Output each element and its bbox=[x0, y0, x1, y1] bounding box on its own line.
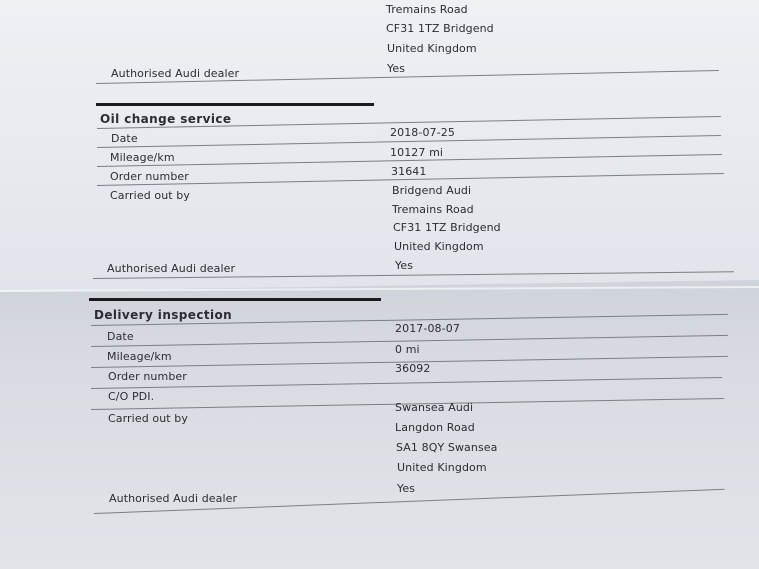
delivery-authorised-value: Yes bbox=[397, 482, 416, 495]
oil-authorised-value: Yes bbox=[395, 259, 414, 272]
oil-dealer-country: United Kingdom bbox=[394, 240, 484, 253]
delivery-date-label: Date bbox=[107, 330, 134, 343]
delivery-pdi-label: C/O PDI. bbox=[108, 390, 155, 403]
prev-authorised-label: Authorised Audi dealer bbox=[111, 67, 240, 80]
oil-order-label: Order number bbox=[110, 170, 189, 183]
prev-authorised-value: Yes bbox=[387, 62, 406, 75]
oil-order-value: 31641 bbox=[391, 165, 427, 178]
oil-date-label: Date bbox=[111, 132, 138, 145]
oil-carried-label: Carried out by bbox=[110, 189, 190, 202]
delivery-carried-label: Carried out by bbox=[108, 412, 188, 425]
delivery-dealer-country: United Kingdom bbox=[397, 461, 487, 474]
oil-dealer-postcode: CF31 1TZ Bridgend bbox=[393, 221, 501, 234]
delivery-dealer-street: Langdon Road bbox=[395, 421, 475, 434]
delivery-mileage-value: 0 mi bbox=[395, 343, 420, 356]
delivery-date-value: 2017-08-07 bbox=[395, 322, 460, 335]
oil-mileage-value: 10127 mi bbox=[390, 146, 444, 159]
delivery-authorised-label: Authorised Audi dealer bbox=[109, 492, 238, 505]
oil-date-value: 2018-07-25 bbox=[390, 126, 455, 139]
prev-address-country: United Kingdom bbox=[387, 42, 477, 55]
delivery-heading-bar bbox=[89, 298, 381, 301]
oil-section-title: Oil change service bbox=[100, 112, 232, 126]
delivery-dealer-postcode: SA1 8QY Swansea bbox=[396, 441, 498, 454]
oil-dealer-name: Bridgend Audi bbox=[392, 184, 472, 197]
oil-mileage-label: Mileage/km bbox=[110, 151, 175, 164]
delivery-dealer-name: Swansea Audi bbox=[395, 401, 474, 414]
delivery-order-label: Order number bbox=[108, 370, 187, 383]
prev-address-street: Tremains Road bbox=[386, 3, 468, 16]
oil-dealer-street: Tremains Road bbox=[392, 203, 474, 216]
delivery-section-title: Delivery inspection bbox=[94, 308, 233, 322]
delivery-order-value: 36092 bbox=[395, 362, 431, 375]
delivery-mileage-label: Mileage/km bbox=[107, 350, 172, 363]
oil-heading-bar bbox=[96, 103, 374, 106]
oil-authorised-label: Authorised Audi dealer bbox=[107, 262, 236, 275]
prev-address-postcode: CF31 1TZ Bridgend bbox=[386, 22, 494, 35]
